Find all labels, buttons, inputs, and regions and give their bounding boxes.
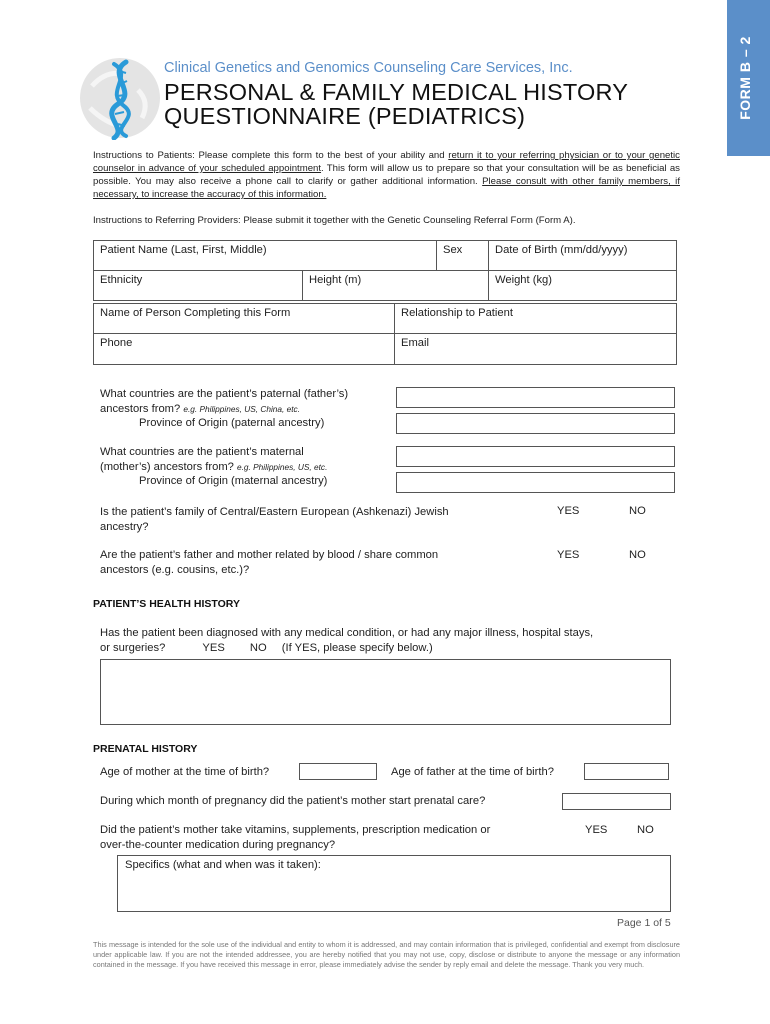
jewish-ancestry-question bbox=[100, 505, 449, 534]
maternal-question-line-2 bbox=[100, 460, 327, 475]
dob-label: Date of Birth (mm/dd/yyyy) bbox=[495, 244, 628, 256]
relationship-label: Relationship to Patient bbox=[401, 307, 513, 319]
health-history-question bbox=[100, 626, 593, 655]
sex-field[interactable] bbox=[436, 240, 489, 271]
mother-age-label: Age of mother at the time of birth? bbox=[100, 766, 270, 778]
medication-yes-option[interactable]: YES bbox=[585, 824, 608, 836]
maternal-countries-input[interactable] bbox=[396, 446, 675, 467]
weight-field[interactable] bbox=[488, 270, 677, 301]
form-tab-label: FORM B – 2 bbox=[737, 36, 753, 120]
dna-helix-icon bbox=[78, 56, 162, 140]
patient-name-field[interactable] bbox=[93, 240, 437, 271]
paternal-question-line-1: What countries are the patient’s paternal (father’s) bbox=[100, 388, 349, 400]
medication-question-line-2: over-the-counter medication during pregnancy? bbox=[100, 838, 336, 851]
paternal-example: e.g. Philippines, US, China, etc. bbox=[183, 403, 301, 414]
health-history-heading: PATIENT’S HEALTH HISTORY bbox=[93, 598, 241, 610]
consanguinity-question bbox=[100, 548, 438, 577]
maternal-example: e.g. Philippines, US, etc. bbox=[237, 461, 328, 472]
health-question-line-2 bbox=[100, 641, 593, 656]
height-field[interactable] bbox=[302, 270, 489, 301]
jewish-question-line-2: ancestry? bbox=[100, 520, 149, 533]
consanguinity-question-line-1: Are the patient’s father and mother related by blood / share common bbox=[100, 549, 439, 561]
prenatal-history-heading: PRENATAL HISTORY bbox=[93, 743, 198, 755]
email-field[interactable] bbox=[394, 333, 677, 365]
paternal-question-text: ancestors from? bbox=[100, 402, 181, 415]
prenatal-care-label: During which month of pregnancy did the patient’s mother start prenatal care? bbox=[100, 795, 486, 807]
phone-field[interactable] bbox=[93, 333, 395, 365]
consanguinity-no-option[interactable]: NO bbox=[629, 549, 646, 561]
maternal-province-input[interactable] bbox=[396, 472, 675, 493]
mother-age-input[interactable] bbox=[299, 763, 377, 780]
completer-name-field[interactable] bbox=[93, 303, 395, 334]
email-label: Email bbox=[401, 337, 429, 349]
company-name: Clinical Genetics and Genomics Counseling Care Services, Inc. bbox=[164, 60, 573, 76]
medication-question-line-1: Did the patient’s mother take vitamins, supplements, prescription medication or bbox=[100, 824, 491, 836]
page-number: Page 1 of 5 bbox=[617, 917, 671, 929]
phone-label: Phone bbox=[100, 337, 133, 349]
instructions-return-note: return it to your referring physician or to your genetic counselor in advance of your scheduled appointment bbox=[93, 150, 680, 174]
health-question-line-1: Has the patient been diagnosed with any medical condition, or had any major illness, hospital stays, bbox=[100, 627, 594, 639]
instructions-intro: Instructions to Patients: Please complete this form to the best of your ability and bbox=[93, 150, 449, 161]
father-age-label: Age of father at the time of birth? bbox=[391, 766, 554, 778]
confidentiality-notice: This message is intended for the sole use of the individual and entity to whom it is addressed, and may contain information that is privileged, confidential and exempt from disclosure under applicable law. If you are not the intended addressee, you are hereby notified that you may not use, copy, disclose or distribute to anyone the message or any information contained in the message. If you have received this message in error, please immediately advise the sender by reply email and delete the message. Thank you very much. bbox=[93, 940, 680, 969]
specifics-label: Specifics (what and when was it taken): bbox=[125, 859, 321, 871]
health-no-option[interactable]: NO bbox=[249, 641, 267, 654]
title-line-2: QUESTIONNAIRE (PEDIATRICS) bbox=[164, 103, 526, 129]
maternal-question-text: (mother’s) ancestors from? bbox=[100, 460, 234, 473]
consanguinity-question-line-2: ancestors (e.g. cousins, etc.)? bbox=[100, 563, 250, 576]
health-history-textarea[interactable] bbox=[100, 659, 671, 725]
height-label: Height (m) bbox=[309, 274, 362, 286]
ethnicity-field[interactable] bbox=[93, 270, 303, 301]
consanguinity-yes-option[interactable]: YES bbox=[557, 549, 580, 561]
medication-no-option[interactable]: NO bbox=[637, 824, 654, 836]
paternal-province-label: Province of Origin (paternal ancestry) bbox=[139, 417, 325, 429]
health-yes-option[interactable]: YES bbox=[202, 641, 225, 654]
father-age-input[interactable] bbox=[584, 763, 669, 780]
maternal-ancestry-question bbox=[100, 445, 327, 474]
ethnicity-label: Ethnicity bbox=[100, 274, 143, 286]
jewish-question-line-1: Is the patient’s family of Central/Eastern European (Ashkenazi) Jewish bbox=[100, 506, 449, 518]
patient-instructions bbox=[93, 149, 680, 201]
paternal-province-input[interactable] bbox=[396, 413, 675, 434]
medication-specifics-textarea[interactable] bbox=[117, 855, 671, 912]
paternal-question-line-2 bbox=[100, 402, 348, 417]
instructions-body: . This form will allow us to prepare so that your consultation will be as beneficial as possible. You may also receive a phone call to clarify or gather additional information. bbox=[93, 163, 680, 187]
health-question-line-2-end: (If YES, please specify below.) bbox=[281, 641, 433, 654]
weight-label: Weight (kg) bbox=[495, 274, 552, 286]
completer-name-label: Name of Person Completing this Form bbox=[100, 307, 291, 319]
jewish-no-option[interactable]: NO bbox=[629, 505, 646, 517]
maternal-question-line-1: What countries are the patient’s maternal bbox=[100, 446, 304, 458]
jewish-yes-option[interactable]: YES bbox=[557, 505, 580, 517]
page-title bbox=[164, 80, 628, 128]
maternal-province-label: Province of Origin (maternal ancestry) bbox=[139, 475, 328, 487]
patient-name-label: Patient Name (Last, First, Middle) bbox=[100, 244, 267, 256]
health-question-line-2-start: or surgeries? bbox=[100, 641, 166, 654]
title-line-1: PERSONAL & FAMILY MEDICAL HISTORY bbox=[164, 79, 629, 105]
prenatal-care-input[interactable] bbox=[562, 793, 671, 810]
paternal-ancestry-question bbox=[100, 387, 348, 416]
provider-instructions: Instructions to Referring Providers: Please submit it together with the Genetic Counseling Referral Form (Form A). bbox=[93, 215, 576, 226]
relationship-field[interactable] bbox=[394, 303, 677, 334]
medication-question bbox=[100, 823, 490, 852]
sex-label: Sex bbox=[443, 244, 463, 256]
dob-field[interactable] bbox=[488, 240, 677, 271]
paternal-countries-input[interactable] bbox=[396, 387, 675, 408]
instructions-consult-note: Please consult with other family members, if necessary, to increase the accuracy of this information. bbox=[93, 176, 680, 200]
